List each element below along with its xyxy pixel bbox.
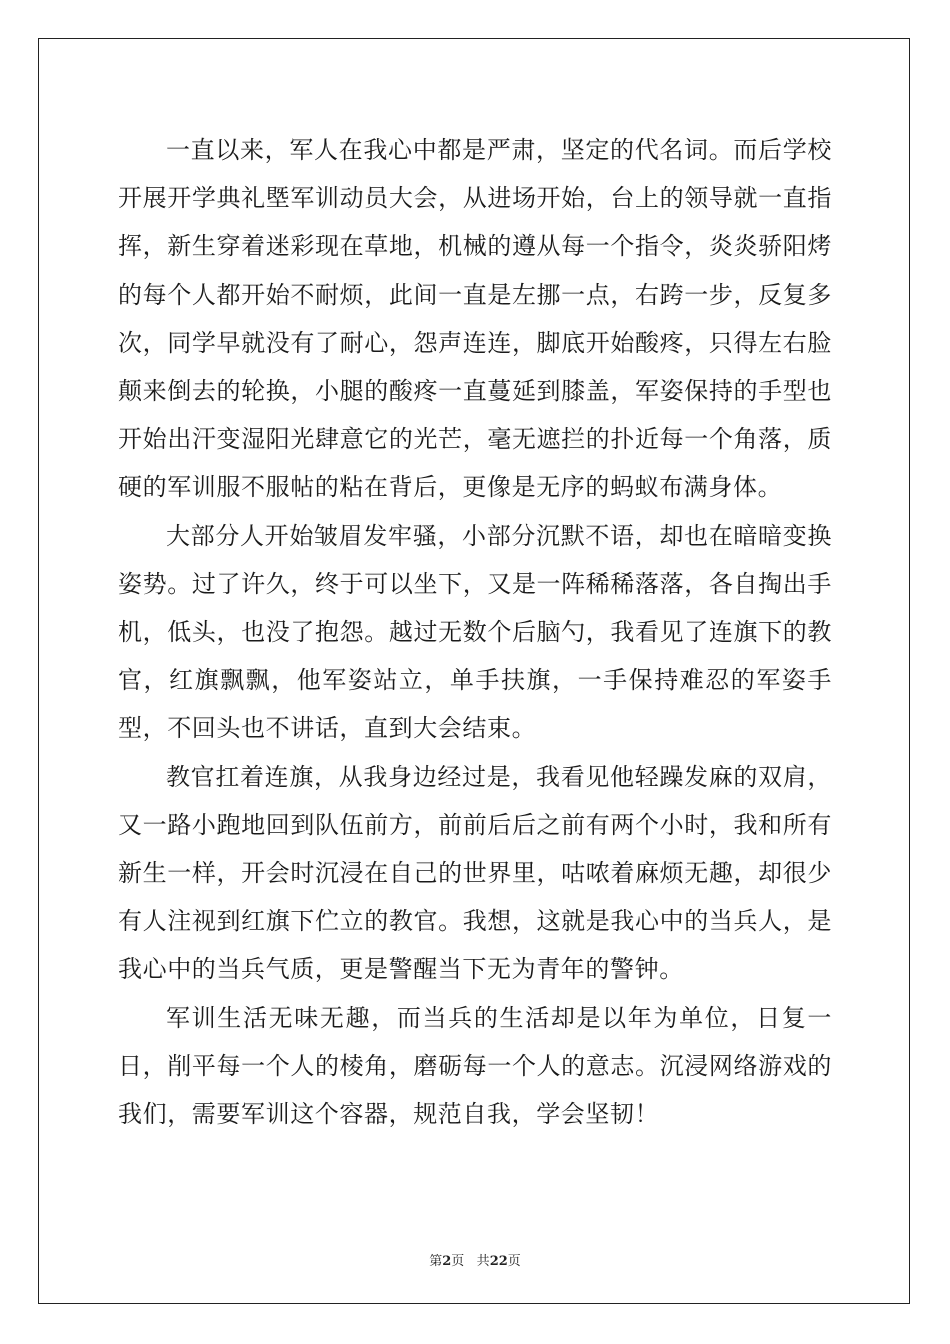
paragraph-4: 军训生活无味无趣，而当兵的生活却是以年为单位，日复一日，削平每一个人的棱角，磨砺每一个人的意志。沉浸网络游戏的我们，需要军训这个容器，规范自我，学会坚韧！	[118, 1003, 832, 1129]
page-suffix: 页	[451, 1254, 465, 1269]
page-prefix: 第	[429, 1254, 443, 1269]
total-suffix: 页	[507, 1254, 521, 1269]
total-pages: 22	[489, 1254, 508, 1269]
paragraph-1: 一直以来，军人在我心中都是严肃，坚定的代名词。而后学校开展开学典礼塈军训动员大会，从进场开始，台上的领导就一直指挥，新生穿着迷彩现在草地，机械的遵从每一个指令，炎炎骄阳烤的每个人都开始不耐烦，此间一直是左挪一点，右跨一步，反复多次，同学早就没有了耐心，怨声连连，脚底开始酸疼，只得左右脸颠来倒去的轮换，小腿的酸疼一直蔓延到膝盖，军姿保持的手型也开始出汗变湿阳光肆意它的光芒，毫无遮拦的扑近每一个角落，质硬的军训服不服帖的粘在背后，更像是无序的蚂蚁布满身体。	[118, 136, 832, 502]
paragraph-3: 教官扛着连旗，从我身边经过是，我看见他轻躁发麻的双肩，又一路小跑地回到队伍前方，前前后后之前有两个小时，我和所有新生一样，开会时沉浸在自己的世界里，咕哝着麻烦无趣，却很少有人注视到红旗下伫立的教官。我想，这就是我心中的当兵人，是我心中的当兵气质，更是警醒当下无为青年的警钟。	[118, 762, 832, 984]
page-number: 2	[442, 1254, 452, 1269]
page-footer	[0, 1250, 950, 1269]
total-prefix: 共	[476, 1254, 490, 1269]
paragraph-2: 大部分人开始皱眉发牢骚，小部分沉默不语，却也在暗暗变换姿势。过了许久，终于可以坐下，又是一阵稀稀落落，各自掏出手机，低头，也没了抱怨。越过无数个后脑勺，我看见了连旗下的教官，红旗飘飘，他军姿站立，单手扶旗，一手保持难忍的军姿手型，不回头也不讲话，直到大会结束。	[118, 521, 832, 743]
document-body	[118, 126, 832, 1138]
